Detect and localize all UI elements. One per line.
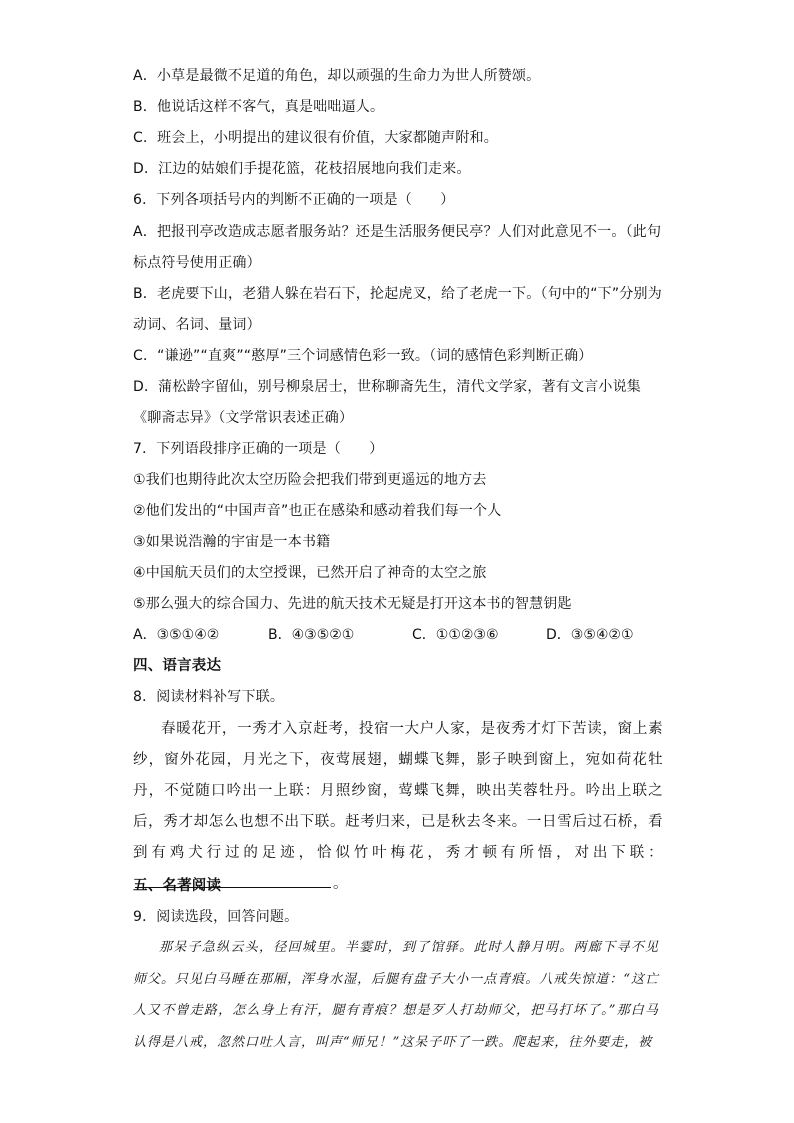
- q9-excerpt: 那呆子急纵云头，径回城里。半霎时，到了馆驿。此时人静月明。两廊下寻不见师父。只见白马睡在那厢，浑身水湿，后腿有盘子大小一点青痕。八戒失惊道：“这亡人又不曾走路，怎么身上有汗，腿有青痕？想是歹人打劫师父，把马打坏了。”那白马认得是八戒，忽然口吐人言，叫声“师兄！”这呆子吓了一跌。爬起来，往外要走，被: [133, 940, 659, 1050]
- q5-option-b: B．他说话这样不客气，真是咄咄逼人。: [133, 99, 385, 115]
- q7-stem: 7．下列语段排序正确的一项是（ ）: [133, 441, 384, 457]
- section-4-heading: 四、语言表达: [133, 658, 222, 674]
- q7-sentence-3: ③如果说浩瀚的宇宙是一本书籍: [133, 534, 331, 550]
- q5-option-c: C．班会上，小明提出的建议很有价值，大家都随声附和。: [133, 130, 498, 146]
- q8-passage-text: 春暖花开，一秀才入京赶考，投宿一大户人家，是夜秀才灯下苦读，窗上素纱，窗外花园，月光之下，夜莺展翅，蝴蝶飞舞，影子映到窗上，宛如荷花牡丹，不觉随口吟出一上联：月照纱窗，莺蝶飞舞，映出芙蓉牡丹。吟出上联之后，秀才却怎么也想不出下联。赶考归来，已是秋去冬来。一日雪后过石桥，看到有鸡犬行过的足迹，恰似竹叶梅花，秀才顿有所悟，对出下联：: [133, 721, 663, 861]
- q6-option-a-line1: A．把报刊亭改造成志愿者服务站？还是生活服务便民亭？人们对此意见不一。（此句: [133, 224, 662, 240]
- q9-stem: 9．阅读选段，回答问题。: [133, 909, 299, 925]
- section-5-heading: 五、名著阅读: [133, 878, 222, 894]
- q5-option-a: A．小草是最微不足道的角色，却以顽强的生命力为世人所赞颂。: [133, 68, 541, 84]
- q7-sentence-5: ⑤那么强大的综合国力、先进的航天技术无疑是打开这本书的智慧钥匙: [133, 596, 572, 612]
- q5-option-d: D．江边的姑娘们手提花篮，花枝招展地向我们走来。: [133, 161, 471, 177]
- q7-sentence-2: ②他们发出的“中国声音”也正在感染和感动着我们每一个人: [133, 503, 502, 519]
- q6-option-a-line2: 标点符号使用正确）: [133, 255, 261, 271]
- q7-option-c: C．①①②③⑥: [412, 627, 499, 643]
- q6-stem: 6．下列各项括号内的判断不正确的一项是（ ）: [133, 192, 455, 208]
- q6-option-b-line2: 动词、名词、量词）: [133, 317, 261, 333]
- q7-option-d: D．③⑤④②①: [546, 627, 634, 643]
- q8-stem: 8．阅读材料补写下联。: [133, 689, 285, 705]
- q7-sentence-1: ①我们也期待此次太空历险会把我们带到更遥远的地方去: [133, 472, 487, 488]
- q7-option-a: A．③⑤①④②: [133, 627, 220, 643]
- q7-sentence-4: ④中国航天员们的太空授课，已然开启了神奇的太空之旅: [133, 565, 487, 581]
- q8-passage: [133, 714, 663, 900]
- q7-option-b: B．④③⑤②①: [268, 627, 355, 643]
- q6-option-d-line2: 《聊斋志异》（文学常识表述正确）: [133, 410, 354, 426]
- q8-passage-end: 。: [333, 876, 348, 892]
- q6-option-b-line1: B．老虎要下山，老猎人躲在岩石下，抡起虎叉，给了老虎一下。（句中的“下”分别为: [133, 286, 662, 302]
- q6-option-c: C．“谦逊”“直爽”“憨厚”三个词感情色彩一致。（词的感情色彩判断正确）: [133, 348, 593, 364]
- q6-option-d-line1: D．蒲松龄字留仙，别号柳泉居士，世称聊斋先生，清代文学家，著有文言小说集: [133, 379, 641, 395]
